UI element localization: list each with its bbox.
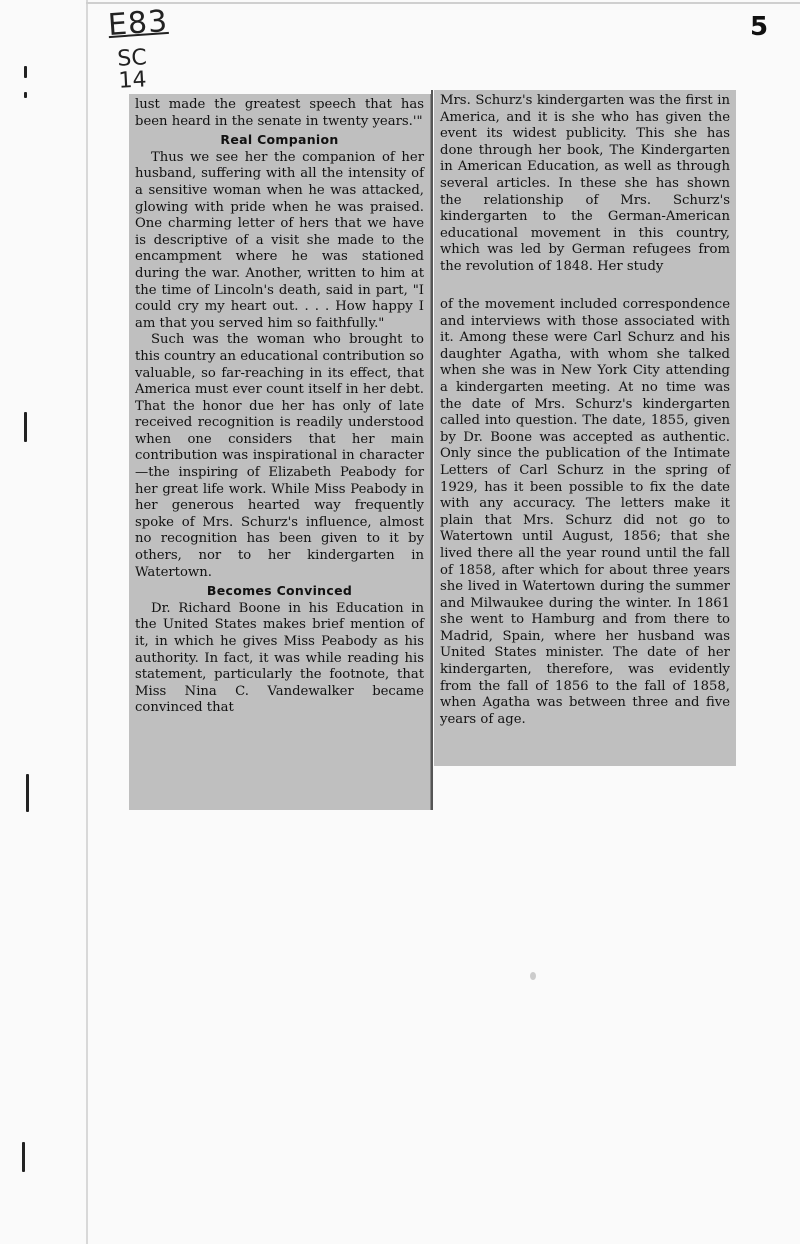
handwritten-annotation-line: SC	[116, 45, 148, 72]
binding-mark	[24, 412, 27, 442]
clipping-right-column-top	[434, 90, 736, 294]
paragraph: Mrs. Schurz's kindergarten was the first in America, and it is she who has given the event its widest publicity. This she has done through her book, The Kindergarten in American Education, as well as through several articles. In these she has shown the relationship of Mrs. Schurz's kindergarten to the German-American educational movement in this country, which was led by German refugees from the revolution of 1848. Her study	[440, 93, 730, 274]
paragraph: of the movement included correspondence and interviews with those associated with it. Among these were Carl Schurz and his daughter Agatha, with whom she talked when she was in New York City attending a kindergarten meeting. At no time was the date of Mrs. Schurz's kindergarten called into question. The date, 1855, given by Dr. Boone was accepted as authentic. Only since the publication of the Intimate Letters of Carl Schurz in the spring of 1929, has it been possible to fix the date with any accuracy. The letters make it plain that Mrs. Schurz did not go to Watertown until August, 1856; that she lived there all the year round until the fall of 1858, after which for about three years she lived in Watertown during the summer and Milwaukee during the winter. In 1861 she went to Hamburg and from there to Madrid, Spain, where her husband was United States minister. The date of her kindergarten, therefore, was evidently from the fall of 1856 to the fall of 1858, when Agatha was between three and five years of age.	[440, 297, 730, 727]
paper-smudge	[530, 972, 536, 980]
handwritten-annotation	[117, 47, 149, 92]
binding-mark	[26, 774, 29, 812]
paragraph: Thus we see her the companion of her husband, suffering with all the intensity of a sensitive woman when he was attacked, glowing with pride when he was praised. One charming letter of hers that we have is descriptive of a visit she made to the encampment where he was stationed during the war. Another, written to him at the time of Lincoln's death, said in part, "I could cry my heart out. . . . How happy I am that you served him so faithfully."	[135, 149, 424, 331]
handwritten-annotation-line: 14	[117, 67, 148, 94]
handwritten-code: E83	[106, 3, 170, 44]
clipping-right-column-bottom	[434, 294, 736, 766]
subheading-becomes-convinced: Becomes Convinced	[206, 583, 353, 599]
clipping-left-column	[129, 94, 431, 810]
page-left-edge	[86, 0, 88, 1244]
column-divider	[431, 90, 433, 810]
paragraph: Dr. Richard Boone in his Education in the United States makes brief mention of it, in which he gives Miss Peabody as his authority. In fact, it was while reading his statement, particularly the footnote, that Miss Nina C. Vandewalker became convinced that	[135, 600, 424, 716]
binding-mark	[24, 92, 27, 98]
opening-paragraph: lust made the greatest speech that has been heard in the senate in twenty years.'"	[135, 97, 424, 129]
subheading-real-companion: Real Companion	[220, 132, 339, 148]
binding-mark	[24, 66, 27, 78]
binding-mark	[22, 1142, 25, 1172]
page-number: 5	[750, 12, 769, 42]
page-top-edge	[86, 2, 800, 4]
paragraph: Such was the woman who brought to this country an educational contribution so valuable, so far-reaching in its effect, that America must ever count itself in her debt. That the honor due her has only of late received recognition is readily understood when one considers that her main contribution was inspirational in character—the inspiring of Elizabeth Peabody for her great life work. While Miss Peabody in her generous hearted way frequently spoke of Mrs. Schurz's influence, almost no recognition has been given to it by others, nor to her kindergarten in Watertown.	[135, 332, 424, 580]
